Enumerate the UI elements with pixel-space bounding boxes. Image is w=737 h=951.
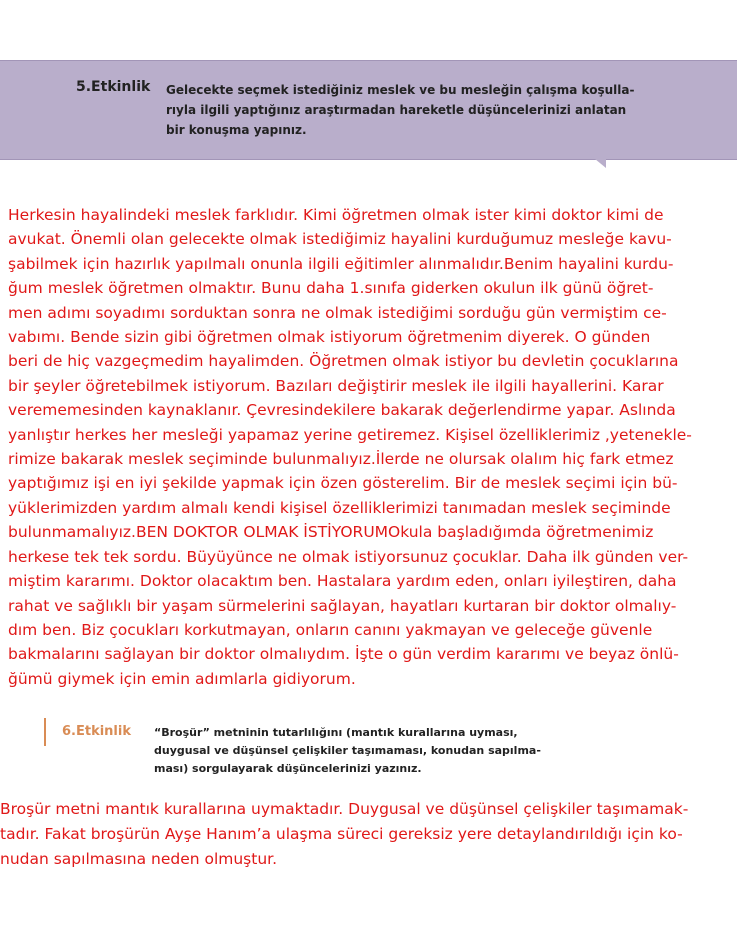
activity5-instruction-text: Gelecekte seçmek istediğiniz meslek ve bu mesleğin çalışma koşulla- rıyla ilgili yaptığınız araştırmadan hareketle düşüncelerinizi anlatan bir konuşma yapınız. — [166, 83, 635, 137]
activity6-accent-bar — [44, 718, 46, 746]
essay-answer: Herkesin hayalindeki meslek farklıdır. Kimi öğretmen olmak ister kimi doktor kimi de avukat. Önemli olan gelecekte olmak istediğimiz hayalini kurduğumuz mesleğe kavu- şabilmek için hazırlık yapılmalı onunla ilgili eğitimler alınmalıdır.Benim hayalini kurdu- ğum meslek öğretmen olmaktır. Bunu daha 1.sınıfa giderken okulun ilk günü öğret- men adımı soyadımı sorduktan sonra ne olmak istediğimi sorduğu gün vermiştim ce- vabımı. Bende sizin gibi öğretmen olmak istiyorum öğretmenim diyerek. O günden beri de hiç vazgeçmedim hayalimden. Öğretmen olmak istiyor bu devletin çocuklarına bir şeyler öğretebilmek istiyorum. Bazıları değiştirir meslek ile ilgili hayallerini. Karar verememesinden kaynaklanır. Çevresindekilere bakarak değerlendirme yapar. Aslında yanlıştır herkes her mesleği yapamaz yerine getiremez. Kişisel özelliklerimiz ,yetenekle- rimize bakarak meslek seçiminde bulunmalıyız.İlerde ne olursak olalım hiç fark etmez yaptığımız işi en iyi şekilde yapmak için özen gösterelim. Bir de meslek seçimi için bü- yüklerimizden yardım almalı kendi kişisel özelliklerimizi tanımadan meslek seçiminde bulunmamalıyız.BEN DOKTOR OLMAK İSTİYORUMOkula başladığımda öğretmenimiz herkese tek tek sordu. Büyüyünce ne olmak istiyorsunuz çocuklar. Daha ilk günden ver- miştim kararımı. Doktor olacaktım ben. Hastalara yardım eden, onları iyileştiren, daha rahat ve sağlıklı bir yaşam sürmelerini sağlayan, hayatları kurtaran bir doktor olmalıy- dım ben. Biz çocukları korkutmayan, onların canını yakmayan ve geleceğe güvenle bakmalarını sağlayan bir doktor olmalıydım. İşte o gün verdim kararımı ve beyaz önlü- ğümü giymek için emin adımlarla gidiyorum. — [8, 206, 692, 688]
activity6-label: 6.Etkinlik — [62, 724, 131, 739]
activity5-instruction — [166, 80, 666, 140]
activity5-label: 5.Etkinlik — [76, 79, 151, 95]
activity6-instruction: “Broşür” metninin tutarlılığını (mantık kurallarına uyması, duygusal ve düşünsel çelişkiler taşımaması, konudan sapılma- ması) sorgulayarak düşüncelerinizi yazınız. — [154, 726, 541, 775]
activity6-answer: Broşür metni mantık kurallarına uymaktadır. Duygusal ve düşünsel çelişkiler taşımamak- tadır. Fakat broşürün Ayşe Hanım’a ulaşma süreci gereksiz yere detaylandırıldığı için ko- nudan sapılmasına neden olmuştur. — [0, 800, 689, 868]
